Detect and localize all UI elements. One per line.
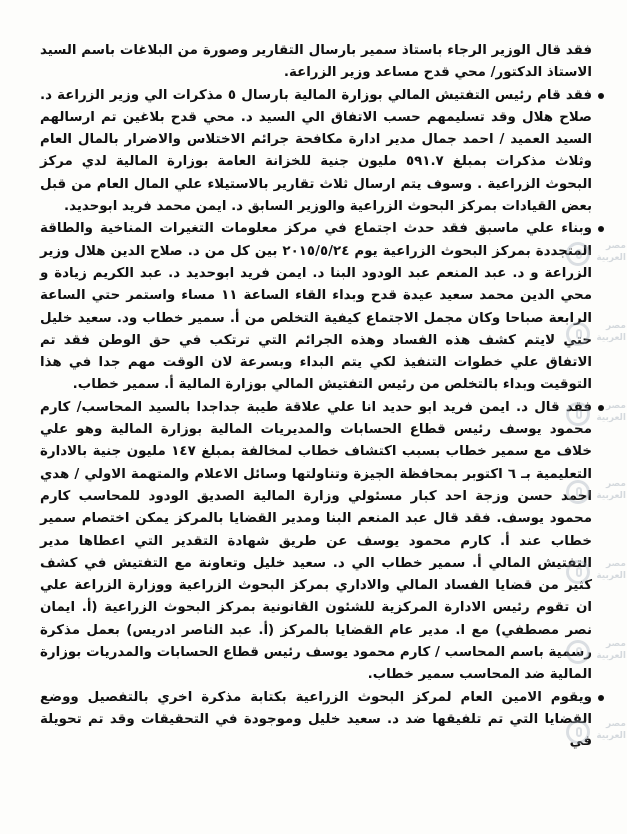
paragraph-5 <box>40 687 592 754</box>
paragraph-5-text: ويقوم الامين العام لمركز البحوث الزراعية بكتابة مذكرة اخري بالتفصيل ووضع القضايا التي تم تلفيقها ضد د. سعيد خليل وموجودة في التحقيقات وقد تم تحويلة في <box>40 689 592 750</box>
watermark-text: مصر العربية <box>596 719 626 741</box>
paragraph-1-text: فقد قال الوزير الرجاء باستاذ سمير بارسال التقارير وصورة من البلاغات باسم السيد الاستاذ الدكتور/ محي قدح مساعد وزير الزراعة. <box>40 43 592 81</box>
document-body <box>40 40 592 754</box>
paragraph-2 <box>40 85 592 219</box>
watermark-text: مصر العربية <box>596 241 626 263</box>
bullet-icon <box>598 93 604 99</box>
paragraph-3 <box>40 218 592 396</box>
watermark-text: مصر العربية <box>596 479 626 501</box>
bullet-icon <box>598 695 604 701</box>
watermark-text: مصر العربية <box>596 321 626 343</box>
paragraph-4-text: فقد قال د. ايمن فريد ابو حديد انا علي علاقة طيبة جداجدا بالسيد المحاسب/ كارم محمود يوسف رئيس قطاع الحسابات والمديريات المالية بوزارة المالية وهو علي خلاف مع سمير خطاب بسبب اكتشاف خطاب لمخالفة بمبلغ ١٤٧ مليون جنية بالادارة التعليمية بـ ٦ اكتوبر بمحافظة الجيزة وتناولتها وسائل الاعلام والمتهمة الاولي / هدي احمد حسن وزجة احد كبار مسئولي وزارة المالية الصديق الودود للمحاسب كارم محمود يوسف. فقد قال عبد المنعم البنا ومدير القضايا بالمركز يمكن اختصام سمير خطاب عند أ. كارم محمود يوسف عن طريق شهادة التقدير التي اعطاها مدير التفتيش المالي أ. سمير خطاب الي د. سعيد خليل وتعاونة مع التفتيش في كشف كثير من قضايا الفساد المالي والاداري بمركز البحوث الزراعية ووزارة الزراعة علي ان تقوم رئيس الادارة المركزية للشئون القانونية بمركز البحوث الزراعية (أ. ايمان نصر مصطفي) مع ا. مدير عام القضايا بالمركز (أ. عبد الناصر ادريس) بعمل مذكرة رسمية باسم المحاسب / كارم محمود يوسف رئيس قطاع الحسابات والمدريات بوزارة المالية ضد المحاسب سمير خطاب. <box>40 399 592 683</box>
bullet-icon <box>598 226 604 232</box>
paragraph-4 <box>40 397 592 687</box>
bullet-icon <box>598 405 604 411</box>
watermark-text: مصر العربية <box>596 559 626 581</box>
paragraph-1 <box>40 40 592 85</box>
watermark-text: مصر العربية <box>596 639 626 661</box>
paragraph-3-text: وبناء علي ماسبق فقد حدث اجتماع في مركز معلومات التغيرات المناخية والطاقة المتجددة بمركز البحوث الزراعية يوم ٢٠١٥/٥/٢٤ بين كل من د. صلاح الدين هلال وزير الزراعة و د. عبد المنعم عبد الودود البنا د. ايمن فريد ابوحديد د. عبد الكريم زيادة و محي الدين محمد سعيد عيدة قدح وبداء القاء الساعة ١١ مساء واستمر حتي الساعة الرابعة صباحا وكان مجمل الاجتماع كيفية التخلص من أ. سمير خطاب ود. سعيد خليل حتي لايتم كشف هذه الفساد وهذه الجرائم التي ترتكب في حق الوطن فقد تم الاتفاق علي خطوات التنفيذ لكي يتم البداء وبسرعة لان الوقت مهم جدا في هذا التوقيت وبداء بالتخلص من رئيس التفتيش المالي بوزارة المالية أ. سمير خطاب. <box>40 221 592 393</box>
paragraph-2-text: فقد قام رئيس التفتيش المالي بوزارة المالية بارسال ٥ مذكرات الي وزير الزراعة د. صلاح هلال وقد تسليمهم حسب الاتفاق الي السيد د. محي قدح بلاغين تم ارسالهم السيد العميد / احمد جمال مدير ادارة مكافحة جرائم الاختلاس والاضرار بالمال العام وثلاث مذكرات بمبلغ ٥٩١.٧ مليون جنية للخزانة العامة بوزارة المالية لدي مركز البحوث الزراعية . وسوف يتم ارسال ثلاث تقارير بالاستيلاء علي المال العام من قبل بعض القيادات بمركز البحوث الزراعية والوزير السابق د. ايمن محمد فريد ابوحديد. <box>40 87 592 215</box>
watermark-text: مصر العربية <box>596 401 626 423</box>
